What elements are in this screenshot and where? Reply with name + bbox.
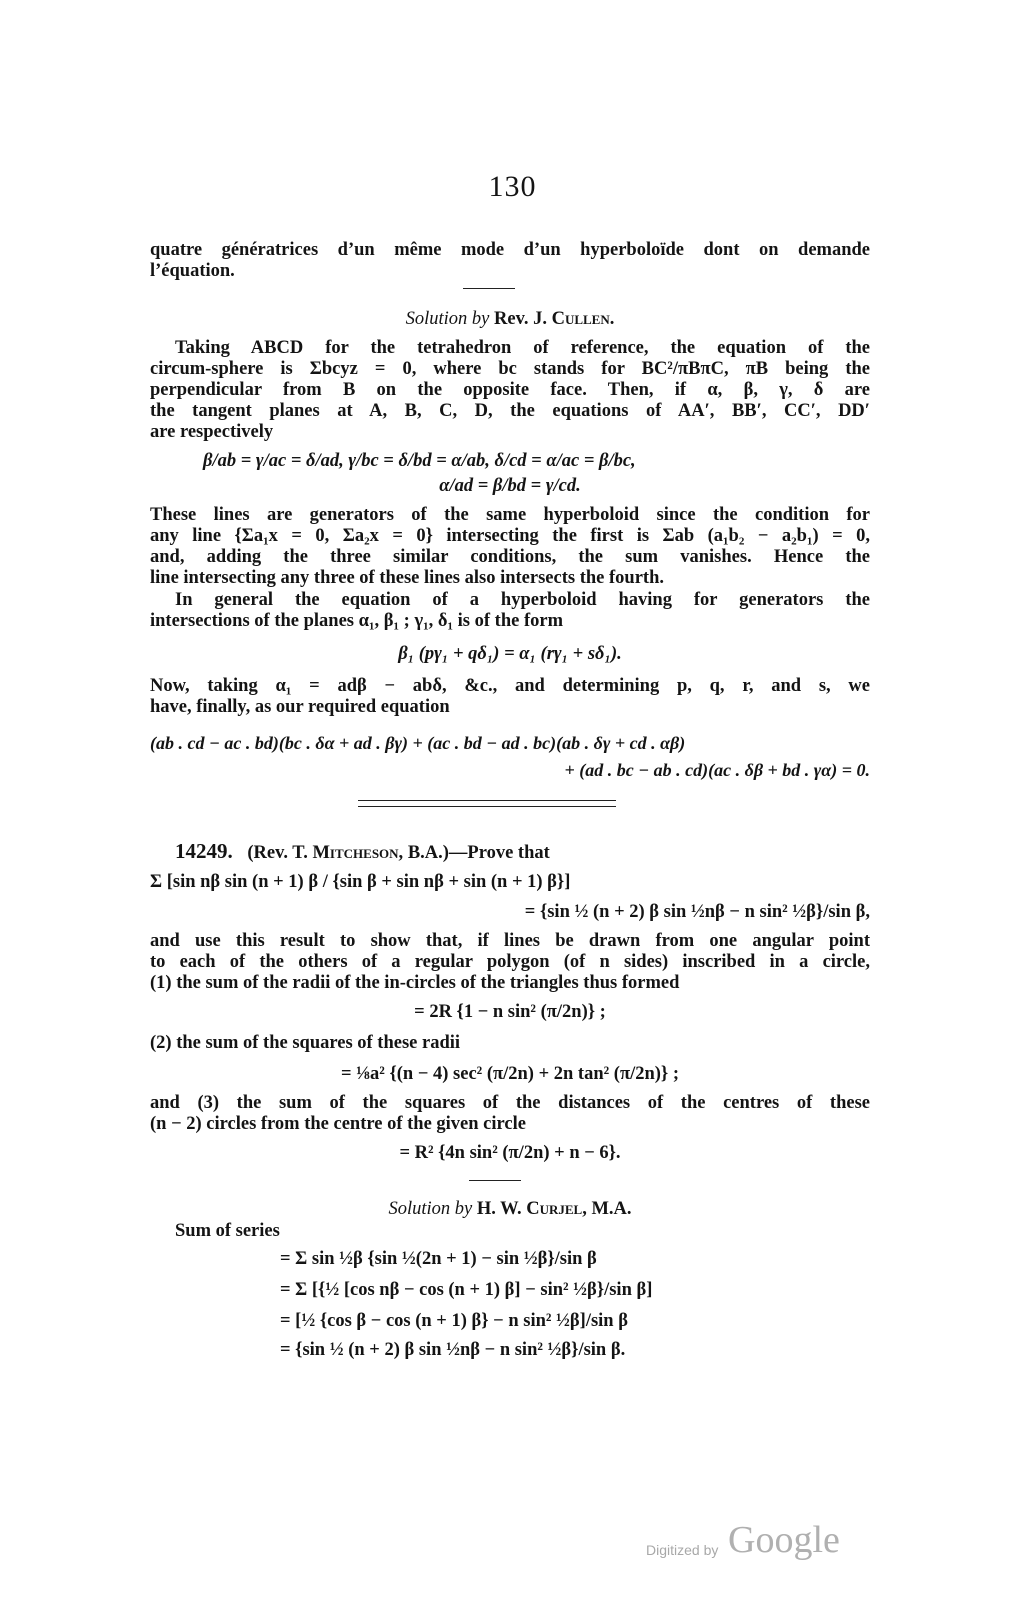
intro-line-2: l’équation.: [150, 261, 235, 281]
paragraph-line: (2) the sum of the squares of these radii: [150, 1033, 461, 1053]
sum-of-series-label: Sum of series: [175, 1221, 280, 1241]
solution-heading-prefix: Solution by: [388, 1199, 473, 1219]
intro-line-1: quatre génératrices d’un même mode d’un hyperboloïde dont on demande: [150, 240, 870, 260]
solution-author-name: Cullen.: [551, 309, 615, 329]
problem-proposer-name: Mitcheson,: [312, 843, 404, 863]
problem-proposer-post: B.A.)—Prove that: [407, 843, 550, 863]
paragraph-line: In general the equation of a hyperboloid having for generators the: [175, 590, 870, 610]
paragraph-line: and (3) the sum of the squares of the distances of the centres of these: [150, 1093, 870, 1113]
page-number: 130: [488, 170, 537, 203]
solution-heading: [150, 1199, 870, 1220]
paragraph-line: have, finally, as our required equation: [150, 697, 450, 717]
paragraph-line: Now, taking α₁ = adβ − abδ, &c., and determining p, q, r, and s, we: [150, 676, 870, 696]
problem-equation-4: = ⅛a² {(n − 4) sec² (π/2n) + 2n tan² (π/2n)} ;: [341, 1064, 679, 1084]
equation-form: β₁ (pγ₁ + qδ₁) = α₁ (rγ₁ + sδ₁).: [398, 644, 622, 664]
paragraph-line: circum-sphere is Σbcyz = 0, where bc stands for BC²/πBπC, πB being the: [150, 359, 870, 379]
series-step: = [½ {cos β − cos (n + 1) β} − n sin² ½β]/sin β: [280, 1311, 628, 1331]
paragraph-line: (1) the sum of the radii of the in-circles of the triangles thus formed: [150, 973, 680, 993]
double-rule-bottom: [358, 806, 616, 807]
solution-heading: [150, 309, 870, 330]
solution-author-name: Curjel,: [526, 1199, 587, 1219]
paragraph-line: and use this result to show that, if lines be drawn from one angular point: [150, 931, 870, 951]
problem-equation-5: = R² {4n sin² (π/2n) + n − 6}.: [399, 1143, 621, 1163]
paragraph-line: (n − 2) circles from the centre of the given circle: [150, 1114, 526, 1134]
double-rule-top: [358, 800, 616, 801]
google-logo: Google: [728, 1519, 840, 1561]
solution-author-post: M.A.: [591, 1199, 632, 1219]
problem-number: 14249.: [175, 839, 233, 863]
problem-header: [175, 841, 870, 864]
problem-equation-3: = 2R {1 − n sin² (π/2n)} ;: [414, 1002, 606, 1022]
paragraph-line: These lines are generators of the same hyperboloid since the condition for: [150, 505, 870, 525]
equation-final-1: (ab . cd − ac . bd)(bc . δα + ad . βγ) + (ac . bd − ad . bc)(ab . δγ + cd . αβ): [150, 733, 686, 753]
series-step: = Σ [{½ [cos nβ − cos (n + 1) β] − sin² ½β}/sin β]: [280, 1280, 653, 1300]
problem-equation-2: = {sin ½ (n + 2) β sin ½nβ − n sin² ½β}/sin β,: [524, 902, 870, 922]
section-rule: [463, 288, 515, 289]
solution-heading-prefix: Solution by: [405, 309, 490, 329]
section-rule: [469, 1180, 521, 1181]
solution-author-title: H. W.: [476, 1199, 522, 1219]
equation-line: α/ad = β/bd = γ/cd.: [439, 476, 581, 496]
solution-author-title: Rev. J.: [494, 309, 547, 329]
paragraph-line: intersections of the planes α₁, β₁ ; γ₁, δ₁ is of the form: [150, 611, 563, 631]
paragraph-line: and, adding the three similar conditions, the sum vanishes. Hence the: [150, 547, 870, 567]
problem-proposer-title: (Rev. T.: [247, 843, 308, 863]
equation-final-2: + (ad . bc − ab . cd)(ac . δβ + bd . γα) = 0.: [564, 760, 870, 780]
paragraph-line: Taking ABCD for the tetrahedron of reference, the equation of the: [175, 338, 870, 358]
paragraph-line: any line {Σa₁x = 0, Σa₂x = 0} intersecting the first is Σab (a₁b₂ − a₂b₁) = 0,: [150, 526, 870, 546]
paragraph-line: line intersecting any three of these lines also intersects the fourth.: [150, 568, 664, 588]
series-step: = {sin ½ (n + 2) β sin ½nβ − n sin² ½β}/sin β.: [280, 1340, 626, 1360]
paragraph-line: the tangent planes at A, B, C, D, the equations of AA′, BB′, CC′, DD′: [150, 401, 870, 421]
digitized-by-label: Digitized by: [646, 1542, 719, 1558]
paragraph-line: are respectively: [150, 422, 274, 442]
series-step: = Σ sin ½β {sin ½(2n + 1) − sin ½β}/sin β: [280, 1249, 597, 1269]
problem-equation-1: Σ [sin nβ sin (n + 1) β / {sin β + sin nβ + sin (n + 1) β}]: [150, 872, 571, 892]
paragraph-line: perpendicular from B on the opposite face. Then, if α, β, γ, δ are: [150, 380, 870, 400]
paragraph-line: to each of the others of a regular polygon (of n sides) inscribed in a circle,: [150, 952, 870, 972]
equation-line: β/ab = γ/ac = δ/ad, γ/bc = δ/bd = α/ab, δ/cd = α/ac = β/bc,: [203, 451, 636, 471]
